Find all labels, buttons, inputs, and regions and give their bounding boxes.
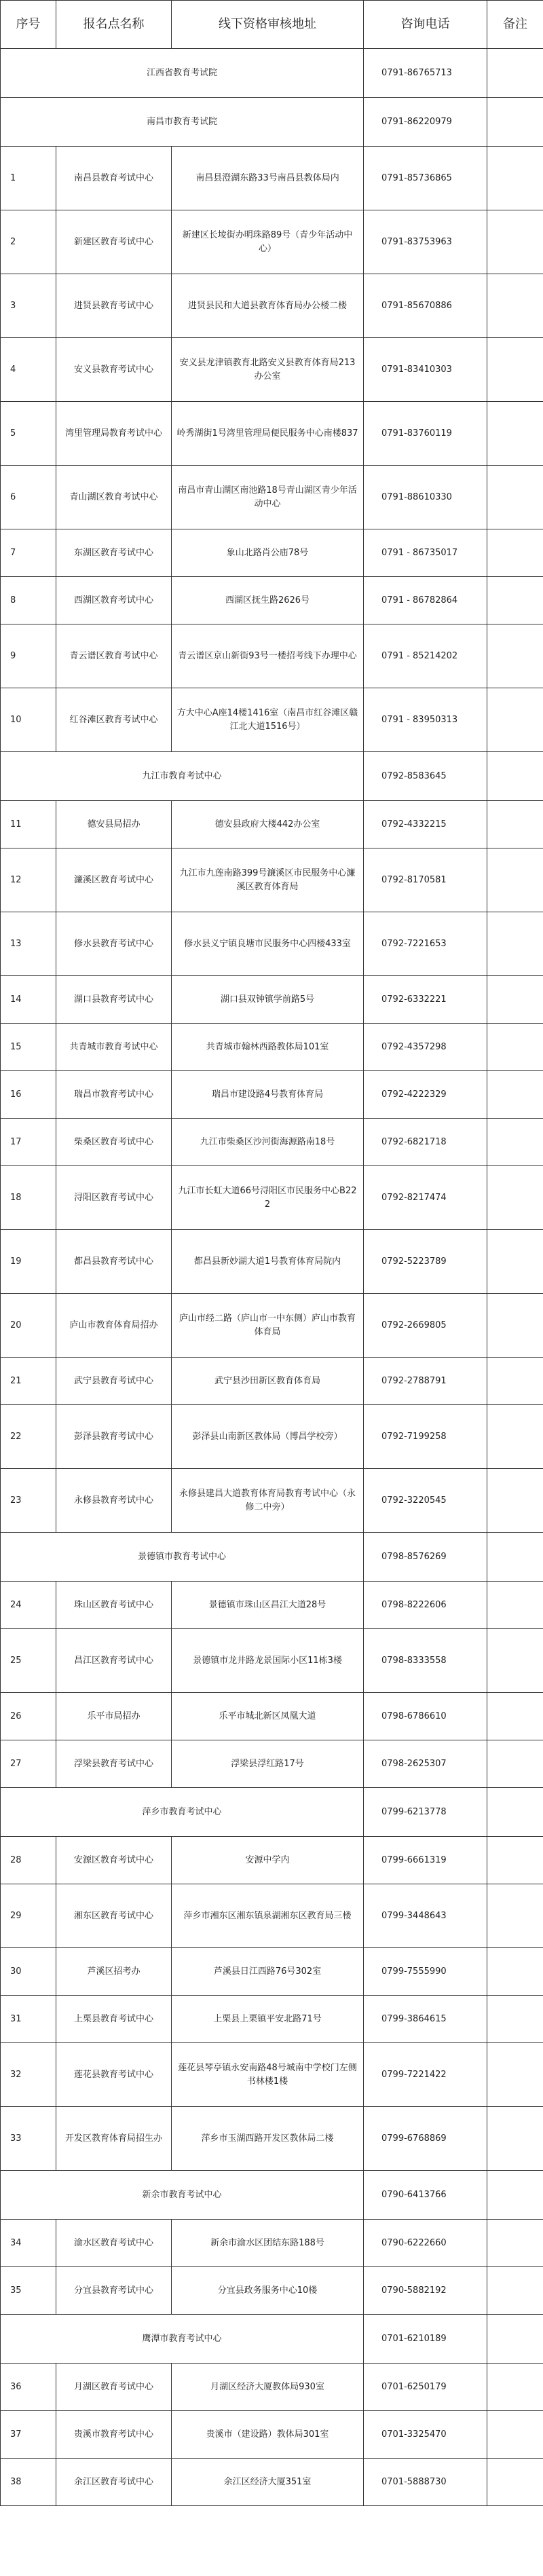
table-row bbox=[1, 1071, 543, 1119]
table-row bbox=[1, 1469, 543, 1533]
group-name: 南昌市教育考试院 bbox=[1, 98, 364, 147]
row-number: 18 bbox=[1, 1166, 56, 1230]
row-number: 17 bbox=[1, 1119, 56, 1166]
site-name: 东湖区教育考试中心 bbox=[56, 529, 172, 577]
remarks-cell bbox=[487, 1469, 543, 1533]
col-header-site-name: 报名点名称 bbox=[56, 1, 172, 49]
site-address: 乐平市城北新区凤凰大道 bbox=[172, 1693, 364, 1740]
site-phone: 0791-85670886 bbox=[364, 274, 487, 338]
site-phone: 0792-2669805 bbox=[364, 1294, 487, 1358]
site-name: 珠山区教育考试中心 bbox=[56, 1582, 172, 1629]
row-number: 33 bbox=[1, 2107, 56, 2171]
row-number: 38 bbox=[1, 2459, 56, 2506]
row-number: 32 bbox=[1, 2043, 56, 2107]
group-phone: 0798-8576269 bbox=[364, 1533, 487, 1582]
site-name: 安义县教育考试中心 bbox=[56, 338, 172, 402]
row-number: 4 bbox=[1, 338, 56, 402]
site-name: 分宜县教育考试中心 bbox=[56, 2267, 172, 2315]
remarks-cell bbox=[487, 1071, 543, 1119]
site-name: 柴桑区教育考试中心 bbox=[56, 1119, 172, 1166]
remarks-cell bbox=[487, 1693, 543, 1740]
site-name: 湾里管理局教育考试中心 bbox=[56, 402, 172, 466]
site-phone: 0792-7221653 bbox=[364, 912, 487, 976]
row-number: 31 bbox=[1, 1996, 56, 2043]
site-phone: 0799-6661319 bbox=[364, 1837, 487, 1884]
remarks-cell bbox=[487, 1788, 543, 1837]
table-row bbox=[1, 1837, 543, 1884]
site-phone: 0799-3864615 bbox=[364, 1996, 487, 2043]
remarks-cell bbox=[487, 2411, 543, 2459]
group-name: 江西省教育考试院 bbox=[1, 49, 364, 98]
table-row bbox=[1, 2220, 543, 2267]
table-body bbox=[1, 49, 543, 2506]
row-number: 27 bbox=[1, 1740, 56, 1788]
site-name: 濂溪区教育考试中心 bbox=[56, 848, 172, 912]
site-address: 庐山市经二路（庐山市一中东侧）庐山市教育体育局 bbox=[172, 1294, 364, 1358]
site-address: 瑞昌市建设路4号教育体育局 bbox=[172, 1071, 364, 1119]
row-number: 6 bbox=[1, 466, 56, 529]
table-row bbox=[1, 688, 543, 752]
site-address: 新余市渝水区团结东路188号 bbox=[172, 2220, 364, 2267]
col-header-phone: 咨询电话 bbox=[364, 1, 487, 49]
row-number: 9 bbox=[1, 624, 56, 688]
table-row bbox=[1, 466, 543, 529]
site-name: 安源区教育考试中心 bbox=[56, 1837, 172, 1884]
site-name: 青山湖区教育考试中心 bbox=[56, 466, 172, 529]
table-row bbox=[1, 801, 543, 848]
table-row bbox=[1, 1996, 543, 2043]
site-phone: 0792-6821718 bbox=[364, 1119, 487, 1166]
row-number: 22 bbox=[1, 1405, 56, 1469]
table-row bbox=[1, 2459, 543, 2506]
remarks-cell bbox=[487, 2459, 543, 2506]
remarks-cell bbox=[487, 1533, 543, 1582]
group-phone: 0791-86220979 bbox=[364, 98, 487, 147]
row-number: 20 bbox=[1, 1294, 56, 1358]
site-phone: 0798-8222606 bbox=[364, 1582, 487, 1629]
site-name: 修水县教育考试中心 bbox=[56, 912, 172, 976]
site-phone: 0798-8333558 bbox=[364, 1629, 487, 1693]
site-address: 南昌市青山湖区南池路18号青山湖区青少年活动中心 bbox=[172, 466, 364, 529]
site-address: 贵溪市（建设路）教体局301室 bbox=[172, 2411, 364, 2459]
table-row bbox=[1, 976, 543, 1024]
remarks-cell bbox=[487, 2220, 543, 2267]
site-name: 德安县局招办 bbox=[56, 801, 172, 848]
site-name: 湘东区教育考试中心 bbox=[56, 1884, 172, 1948]
group-phone: 0799-6213778 bbox=[364, 1788, 487, 1837]
site-phone: 0792-4222329 bbox=[364, 1071, 487, 1119]
remarks-cell bbox=[487, 1948, 543, 1996]
remarks-cell bbox=[487, 402, 543, 466]
remarks-cell bbox=[487, 98, 543, 147]
site-phone: 0792-7199258 bbox=[364, 1405, 487, 1469]
site-phone: 0701-5888730 bbox=[364, 2459, 487, 2506]
table-row bbox=[1, 848, 543, 912]
site-address: 南昌县澄湖东路33号南昌县教体局内 bbox=[172, 147, 364, 210]
group-name: 九江市教育考试中心 bbox=[1, 752, 364, 801]
site-address: 彭泽县山南新区教体局（博昌学校旁） bbox=[172, 1405, 364, 1469]
remarks-cell bbox=[487, 2171, 543, 2220]
row-number: 5 bbox=[1, 402, 56, 466]
site-phone: 0792-4332215 bbox=[364, 801, 487, 848]
site-address: 永修县建昌大道教育体育局教育考试中心（永修二中旁） bbox=[172, 1469, 364, 1533]
site-phone: 0792-6332221 bbox=[364, 976, 487, 1024]
site-address: 余江区经济大厦351室 bbox=[172, 2459, 364, 2506]
remarks-cell bbox=[487, 2364, 543, 2411]
site-address: 德安县政府大楼442办公室 bbox=[172, 801, 364, 848]
site-phone: 0792-5223789 bbox=[364, 1230, 487, 1294]
remarks-cell bbox=[487, 1405, 543, 1469]
row-number: 21 bbox=[1, 1358, 56, 1405]
row-number: 8 bbox=[1, 577, 56, 624]
site-address: 西湖区抚生路2626号 bbox=[172, 577, 364, 624]
site-name: 青云谱区教育考试中心 bbox=[56, 624, 172, 688]
remarks-cell bbox=[487, 1996, 543, 2043]
site-name: 莲花县教育考试中心 bbox=[56, 2043, 172, 2107]
group-phone: 0792-8583645 bbox=[364, 752, 487, 801]
site-address: 方大中心A座14楼1416室（南昌市红谷滩区赣江北大道1516号） bbox=[172, 688, 364, 752]
site-address: 萍乡市玉湖西路开发区教体局二楼 bbox=[172, 2107, 364, 2171]
site-phone: 0701-3325470 bbox=[364, 2411, 487, 2459]
row-number: 35 bbox=[1, 2267, 56, 2315]
remarks-cell bbox=[487, 466, 543, 529]
site-phone: 0791 - 83950313 bbox=[364, 688, 487, 752]
site-name: 芦溪区招考办 bbox=[56, 1948, 172, 1996]
row-number: 30 bbox=[1, 1948, 56, 1996]
remarks-cell bbox=[487, 1582, 543, 1629]
remarks-cell bbox=[487, 210, 543, 274]
group-phone: 0790-6413766 bbox=[364, 2171, 487, 2220]
row-number: 26 bbox=[1, 1693, 56, 1740]
table-row bbox=[1, 1166, 543, 1230]
site-name: 新建区教育考试中心 bbox=[56, 210, 172, 274]
site-phone: 0792-4357298 bbox=[364, 1024, 487, 1071]
site-name: 庐山市教育体育局招办 bbox=[56, 1294, 172, 1358]
row-number: 2 bbox=[1, 210, 56, 274]
site-address: 湖口县双钟镇学前路5号 bbox=[172, 976, 364, 1024]
site-phone: 0799-3448643 bbox=[364, 1884, 487, 1948]
site-phone: 0792-3220545 bbox=[364, 1469, 487, 1533]
site-name: 浮梁县教育考试中心 bbox=[56, 1740, 172, 1788]
site-address: 武宁县沙田新区教育体育局 bbox=[172, 1358, 364, 1405]
row-number: 29 bbox=[1, 1884, 56, 1948]
site-phone: 0791 - 86782864 bbox=[364, 577, 487, 624]
group-name: 萍乡市教育考试中心 bbox=[1, 1788, 364, 1837]
remarks-cell bbox=[487, 1740, 543, 1788]
site-phone: 0791-88610330 bbox=[364, 466, 487, 529]
site-address: 象山北路肖公庙78号 bbox=[172, 529, 364, 577]
remarks-cell bbox=[487, 2107, 543, 2171]
site-address: 莲花县琴亭镇永安南路48号城南中学校门左侧书林楼1楼 bbox=[172, 2043, 364, 2107]
table-row bbox=[1, 1740, 543, 1788]
group-row bbox=[1, 2171, 543, 2220]
site-phone: 0792-8170581 bbox=[364, 848, 487, 912]
site-name: 昌江区教育考试中心 bbox=[56, 1629, 172, 1693]
table-row bbox=[1, 147, 543, 210]
site-name: 湖口县教育考试中心 bbox=[56, 976, 172, 1024]
site-phone: 0799-7221422 bbox=[364, 2043, 487, 2107]
table-row bbox=[1, 2411, 543, 2459]
site-name: 开发区教育体育局招生办 bbox=[56, 2107, 172, 2171]
table-row bbox=[1, 274, 543, 338]
site-address: 萍乡市湘东区湘东镇泉湖湘东区教育局三楼 bbox=[172, 1884, 364, 1948]
row-number: 34 bbox=[1, 2220, 56, 2267]
row-number: 11 bbox=[1, 801, 56, 848]
remarks-cell bbox=[487, 976, 543, 1024]
remarks-cell bbox=[487, 1629, 543, 1693]
row-number: 25 bbox=[1, 1629, 56, 1693]
site-address: 修水县义宁镇良塘市民服务中心四楼433室 bbox=[172, 912, 364, 976]
site-address: 共青城市翰林西路教体局101室 bbox=[172, 1024, 364, 1071]
site-address: 进贤县民和大道县教育体育局办公楼二楼 bbox=[172, 274, 364, 338]
site-phone: 0792-8217474 bbox=[364, 1166, 487, 1230]
site-name: 永修县教育考试中心 bbox=[56, 1469, 172, 1533]
site-address: 九江市长虹大道66号浔阳区市民服务中心B222 bbox=[172, 1166, 364, 1230]
site-name: 西湖区教育考试中心 bbox=[56, 577, 172, 624]
site-phone: 0791-85736865 bbox=[364, 147, 487, 210]
table-row bbox=[1, 529, 543, 577]
site-name: 余江区教育考试中心 bbox=[56, 2459, 172, 2506]
remarks-cell bbox=[487, 338, 543, 402]
site-phone: 0790-6222660 bbox=[364, 2220, 487, 2267]
table-row bbox=[1, 210, 543, 274]
site-phone: 0701-6250179 bbox=[364, 2364, 487, 2411]
site-name: 上栗县教育考试中心 bbox=[56, 1996, 172, 2043]
col-header-address: 线下资格审核地址 bbox=[172, 1, 364, 49]
table-row bbox=[1, 1405, 543, 1469]
site-address: 安义县龙津镇教育北路安义县教育体育局213办公室 bbox=[172, 338, 364, 402]
site-name: 月湖区教育考试中心 bbox=[56, 2364, 172, 2411]
site-address: 九江市九莲南路399号濂溪区市民服务中心濂溪区教育体育局 bbox=[172, 848, 364, 912]
row-number: 3 bbox=[1, 274, 56, 338]
table-row bbox=[1, 1358, 543, 1405]
site-address: 浮梁县浮红路17号 bbox=[172, 1740, 364, 1788]
group-row bbox=[1, 1788, 543, 1837]
remarks-cell bbox=[487, 147, 543, 210]
row-number: 13 bbox=[1, 912, 56, 976]
site-name: 共青城市教育考试中心 bbox=[56, 1024, 172, 1071]
table-row bbox=[1, 1948, 543, 1996]
row-number: 19 bbox=[1, 1230, 56, 1294]
remarks-cell bbox=[487, 752, 543, 801]
row-number: 15 bbox=[1, 1024, 56, 1071]
remarks-cell bbox=[487, 624, 543, 688]
site-address: 芦溪县日江西路76号302室 bbox=[172, 1948, 364, 1996]
site-name: 浔阳区教育考试中心 bbox=[56, 1166, 172, 1230]
remarks-cell bbox=[487, 577, 543, 624]
remarks-cell bbox=[487, 49, 543, 98]
table-header-row bbox=[1, 1, 543, 49]
table-row bbox=[1, 338, 543, 402]
site-address: 分宜县政务服务中心10楼 bbox=[172, 2267, 364, 2315]
site-name: 红谷滩区教育考试中心 bbox=[56, 688, 172, 752]
remarks-cell bbox=[487, 2043, 543, 2107]
remarks-cell bbox=[487, 1024, 543, 1071]
table-row bbox=[1, 2364, 543, 2411]
table-row bbox=[1, 577, 543, 624]
row-number: 10 bbox=[1, 688, 56, 752]
row-number: 23 bbox=[1, 1469, 56, 1533]
group-row bbox=[1, 2315, 543, 2364]
table-row bbox=[1, 1024, 543, 1071]
site-phone: 0791 - 86735017 bbox=[364, 529, 487, 577]
site-name: 彭泽县教育考试中心 bbox=[56, 1405, 172, 1469]
table-row bbox=[1, 1294, 543, 1358]
table-row bbox=[1, 1119, 543, 1166]
site-name: 进贤县教育考试中心 bbox=[56, 274, 172, 338]
row-number: 12 bbox=[1, 848, 56, 912]
remarks-cell bbox=[487, 1119, 543, 1166]
site-address: 景德镇市珠山区昌江大道28号 bbox=[172, 1582, 364, 1629]
table-row bbox=[1, 1629, 543, 1693]
site-name: 贵溪市教育考试中心 bbox=[56, 2411, 172, 2459]
site-phone: 0791-83410303 bbox=[364, 338, 487, 402]
table-row bbox=[1, 402, 543, 466]
remarks-cell bbox=[487, 529, 543, 577]
site-address: 青云谱区京山新街93号一楼招考线下办理中心 bbox=[172, 624, 364, 688]
table-row bbox=[1, 912, 543, 976]
site-phone: 0791-83760119 bbox=[364, 402, 487, 466]
col-header-remarks: 备注 bbox=[487, 1, 543, 49]
table-row bbox=[1, 624, 543, 688]
group-row bbox=[1, 752, 543, 801]
site-name: 都昌县教育考试中心 bbox=[56, 1230, 172, 1294]
site-address: 都昌县新妙湖大道1号教育体育局院内 bbox=[172, 1230, 364, 1294]
row-number: 7 bbox=[1, 529, 56, 577]
site-address: 安源中学内 bbox=[172, 1837, 364, 1884]
site-name: 武宁县教育考试中心 bbox=[56, 1358, 172, 1405]
group-name: 鹰潭市教育考试中心 bbox=[1, 2315, 364, 2364]
remarks-cell bbox=[487, 1166, 543, 1230]
table-row bbox=[1, 1230, 543, 1294]
site-address: 九江市柴桑区沙河街海源路南18号 bbox=[172, 1119, 364, 1166]
site-name: 乐平市局招办 bbox=[56, 1693, 172, 1740]
row-number: 16 bbox=[1, 1071, 56, 1119]
group-phone: 0791-86765713 bbox=[364, 49, 487, 98]
col-header-number: 序号 bbox=[1, 1, 56, 49]
site-phone: 0791-83753963 bbox=[364, 210, 487, 274]
site-address: 新建区长堎街办明珠路89号（青少年活动中心） bbox=[172, 210, 364, 274]
group-name: 景德镇市教育考试中心 bbox=[1, 1533, 364, 1582]
table-row bbox=[1, 2267, 543, 2315]
remarks-cell bbox=[487, 912, 543, 976]
remarks-cell bbox=[487, 1837, 543, 1884]
group-row bbox=[1, 1533, 543, 1582]
remarks-cell bbox=[487, 274, 543, 338]
row-number: 36 bbox=[1, 2364, 56, 2411]
site-phone: 0798-6786610 bbox=[364, 1693, 487, 1740]
remarks-cell bbox=[487, 1884, 543, 1948]
row-number: 14 bbox=[1, 976, 56, 1024]
site-phone: 0799-7555990 bbox=[364, 1948, 487, 1996]
site-address: 景德镇市龙井路龙景国际小区11栋3楼 bbox=[172, 1629, 364, 1693]
remarks-cell bbox=[487, 1230, 543, 1294]
site-phone: 0791 - 85214202 bbox=[364, 624, 487, 688]
group-row bbox=[1, 98, 543, 147]
site-address: 岭秀湖街1号湾里管理局便民服务中心南楼837 bbox=[172, 402, 364, 466]
group-phone: 0701-6210189 bbox=[364, 2315, 487, 2364]
site-phone: 0799-6768869 bbox=[364, 2107, 487, 2171]
table-row bbox=[1, 2107, 543, 2171]
site-name: 瑞昌市教育考试中心 bbox=[56, 1071, 172, 1119]
site-phone: 0798-2625307 bbox=[364, 1740, 487, 1788]
group-name: 新余市教育考试中心 bbox=[1, 2171, 364, 2220]
table-row bbox=[1, 1693, 543, 1740]
site-address: 月湖区经济大厦教体局930室 bbox=[172, 2364, 364, 2411]
row-number: 28 bbox=[1, 1837, 56, 1884]
site-phone: 0790-5882192 bbox=[364, 2267, 487, 2315]
remarks-cell bbox=[487, 2315, 543, 2364]
row-number: 1 bbox=[1, 147, 56, 210]
group-row bbox=[1, 49, 543, 98]
site-name: 南昌县教育考试中心 bbox=[56, 147, 172, 210]
site-phone: 0792-2788791 bbox=[364, 1358, 487, 1405]
remarks-cell bbox=[487, 801, 543, 848]
remarks-cell bbox=[487, 1358, 543, 1405]
site-name: 渝水区教育考试中心 bbox=[56, 2220, 172, 2267]
remarks-cell bbox=[487, 1294, 543, 1358]
site-address: 上栗县上栗镇平安北路71号 bbox=[172, 1996, 364, 2043]
table-row bbox=[1, 1884, 543, 1948]
row-number: 24 bbox=[1, 1582, 56, 1629]
remarks-cell bbox=[487, 688, 543, 752]
table-row bbox=[1, 1582, 543, 1629]
table-row bbox=[1, 2043, 543, 2107]
remarks-cell bbox=[487, 848, 543, 912]
remarks-cell bbox=[487, 2267, 543, 2315]
row-number: 37 bbox=[1, 2411, 56, 2459]
